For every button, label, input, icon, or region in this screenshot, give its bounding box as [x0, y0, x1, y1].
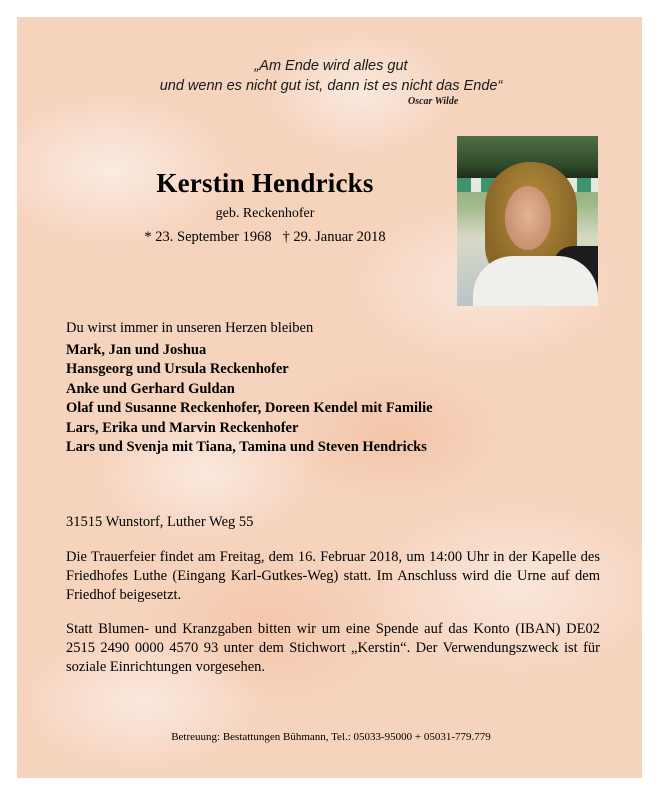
mourner-line: Hansgeorg und Ursula Reckenhofer: [66, 361, 289, 378]
funeral-paragraph: Die Trauerfeier findet am Freitag, dem 16. Februar 2018, um 14:00 Uhr in der Kapelle des Friedhofes Luthe (Eingang Karl-Gutkes-Weg) statt. Im Anschluss wird die Urne auf dem Friedhof beigesetzt.: [66, 549, 600, 603]
quote-author: Oscar Wilde: [408, 96, 459, 107]
birth-date: * 23. September 1968: [144, 229, 272, 245]
portrait-photo: [457, 136, 598, 306]
quote-line-2: und wenn es nicht gut ist, dann ist es nicht das Ende“: [159, 78, 503, 94]
donation-paragraph: Statt Blumen- und Kranzgaben bitten wir um eine Spende auf das Konto (IBAN) DE02 2515 2490 0000 4570 93 unter dem Stichwort „Kerstin“. Der Verwendungszweck ist für soziale Einrichtungen vorgesehen.: [66, 621, 600, 675]
mourner-line: Olaf und Susanne Reckenhofer, Doreen Kendel mit Familie: [66, 400, 433, 417]
deceased-name: Kerstin Hendricks: [156, 168, 374, 198]
mourner-line: Anke und Gerhard Guldan: [66, 380, 235, 397]
family-address: 31515 Wunstorf, Luther Weg 55: [66, 514, 254, 530]
mourners-list: [66, 341, 433, 457]
funeral-home-footer: Betreuung: Bestattungen Bühmann, Tel.: 05033-95000 + 05031-779.779: [171, 731, 491, 743]
mourner-line: Mark, Jan und Joshua: [66, 342, 207, 358]
life-dates: [100, 229, 430, 246]
mourner-line: Lars, Erika und Marvin Reckenhofer: [66, 419, 299, 436]
mourner-line: Lars und Svenja mit Tiana, Tamina und Steven Hendricks: [66, 439, 427, 456]
maiden-name: geb. Reckenhofer: [215, 206, 315, 221]
death-date: † 29. Januar 2018: [282, 229, 386, 245]
quote-line-1: „Am Ende wird alles gut: [254, 58, 408, 74]
mourners-intro: Du wirst immer in unseren Herzen bleiben: [66, 320, 314, 336]
